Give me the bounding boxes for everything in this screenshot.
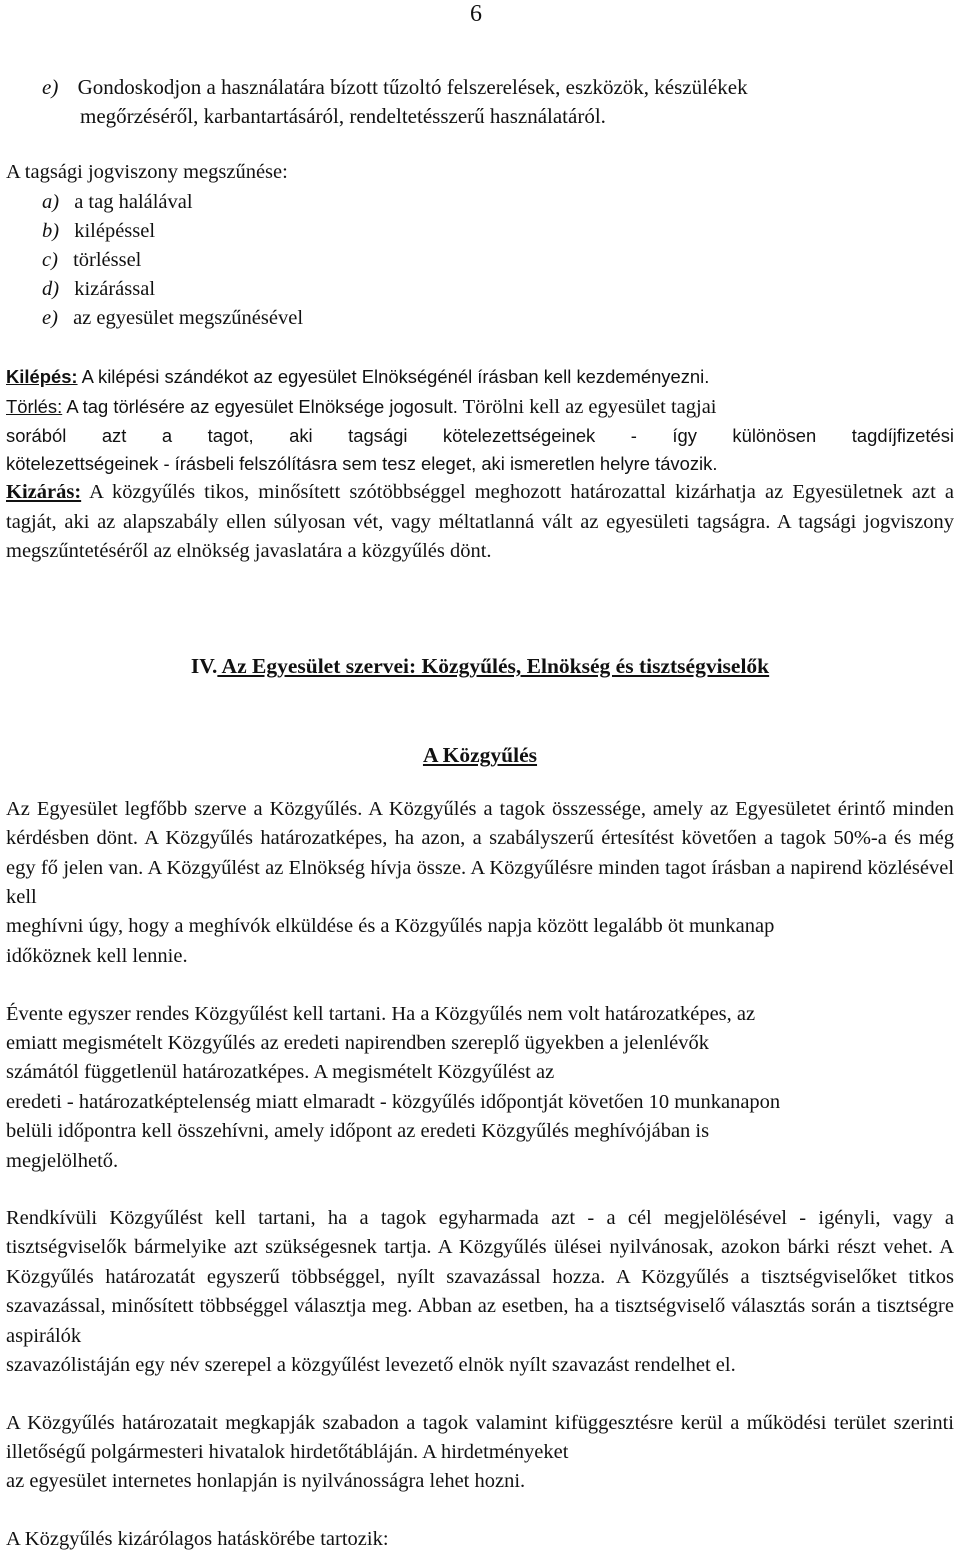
paragraph-2-line6: megjelölhető. [6,1150,119,1172]
paragraph-2-line1: Évente egyszer rendes Közgyűlést kell tartani. Ha a Közgyűlés nem volt határozatképes, az [6,1003,756,1025]
list-item-text: az egyesület megszűnésével [73,307,304,329]
section-numeral: IV. [190,654,218,678]
termination-item-e [42,304,303,332]
termination-intro: A tagsági jogviszony megszűnése: [6,161,288,183]
kilepes-label: Kilépés: [6,366,78,387]
list-item-text: törléssel [73,249,142,271]
list-marker: e) [42,307,58,329]
paragraph-3-last: szavazólistáján egy név szerepel a közgyűlést levezető elnök nyílt szavazást rendelhet el. [6,1354,736,1376]
kizaras-label: Kizárás: [6,481,82,503]
list-item-text: kizárással [74,278,156,300]
kilepes-paragraph [6,364,954,390]
paragraph-1-line7: időköznek kell lennie. [6,945,188,967]
termination-item-b [42,217,155,245]
paragraph-4: A Közgyűlés határozatait megkapják szabadon a tagok valamint kifüggesztésre kerül a működési terület szerinti illetőségű polgármesteri hivatalok hirdetőtábláján. A hirdetményeket [6,1412,954,1464]
torles-label: Törlés: [6,396,63,417]
paragraph-5: A Közgyűlés kizárólagos hatáskörébe tartozik: [6,1528,389,1550]
subheading: A Közgyűlés [422,743,538,767]
list-marker: b) [42,220,60,242]
termination-item-d [42,275,155,303]
page-number: 6 [470,1,482,27]
paragraph-3: Rendkívüli Közgyűlést kell tartani, ha a tagok egyharmada azt - a cél megjelölésével - igényli, vagy a tisztségviselők bármelyike azt szükségesnek tartja. A Közgyűlés ülései nyilvánosak, azokon bárki részt vehet. A Közgyűlés határozatát egyszerű többséggel, nyílt szavazással hozza. A Közgyűlés a tisztségviselőket titkos szavazással, minősített többséggel választja meg. Abban az esetben, ha a tisztségviselő választás során a tisztségre aspirálók [6,1207,954,1347]
list-item-e-continuation: megőrzéséről, karbantartásáról, rendeltetésszerű használatáról. [80,104,606,128]
paragraph-2-line3: számától függetlenül határozatképes. A megismételt Közgyűlést az [6,1061,555,1083]
list-marker: c) [42,249,58,271]
list-item-e [42,73,942,102]
termination-item-c [42,246,141,274]
paragraph-2-line5: belüli időpontra kell összehívni, amely időpont az eredeti Közgyűlés meghívójában is [6,1120,710,1142]
torles-line1 [6,394,954,421]
termination-item-a [42,188,193,216]
list-item-text: Gondoskodjon a használatára bízott tűzoltó felszerelések, eszközök, készülékek [77,75,748,99]
list-marker: e) [42,75,59,99]
kizaras-paragraph [6,478,954,567]
paragraph-2-line4: eredeti - határozatképtelenség miatt elmaradt - közgyűlés időpontját követően 10 munkanapon [6,1091,781,1113]
paragraph-4-last: az egyesület internetes honlapján is nyilvánosságra lehet hozni. [6,1470,526,1492]
torles-line2: sorából azt a tagot, aki tagsági kötelezettségeinek - így különösen tagdíjfizetési [6,425,954,446]
list-item-text: kilépéssel [74,220,156,242]
kilepes-text: A kilépési szándékot az egyesület Elnökségénél írásban kell kezdeményezni. [77,366,710,387]
torles-text-sans: A tag törlésére az egyesület Elnöksége jogosult. [62,396,458,417]
paragraph-1-line6: meghívni úgy, hogy a meghívók elküldése és a Közgyűlés napja között legalább öt munkanap [6,915,775,937]
torles-text-serif: Törölni kell az egyesület tagjai [457,396,717,418]
kizaras-text: A közgyűlés tikos, minősített szótöbbséggel meghozott határozattal kizárhatja az Egyesületnek azt a tagját, aki az alapszabály ellen súlyosan vét, vagy méltatlanná vált az egyesületi tagságra. A tagsági jogviszony megszűntetéséről az elnökség javaslatára a közgyűlés dönt. [6,481,954,562]
list-item-text: a tag halálával [74,191,193,213]
list-marker: d) [42,278,60,300]
paragraph-2-line2: emiatt megismételt Közgyűlés az eredeti napirendben szereplő ügyekben a jelenlévők [6,1032,709,1054]
section-heading [0,651,960,681]
section-title: Az Egyesület szervei: Közgyűlés, Elnökség és tisztségviselők [217,654,770,678]
list-marker: a) [42,191,60,213]
torles-line3: kötelezettségeinek - írásbeli felszólításra sem tesz eleget, aki ismeretlen helyre távozik. [6,453,718,474]
paragraph-1: Az Egyesület legfőbb szerve a Közgyűlés. A Közgyűlés a tagok összessége, amely az Egyesületet érintő minden kérdésben dönt. A Közgyűlés határozatképes, ha azon, a szabályszerű értesítést követően a tagok 50%-a és még egy fő jelen van. A Közgyűlést az Elnökség hívja össze. A Közgyűlésre minden tagot írásban a napirend közlésével kell [6,798,954,909]
